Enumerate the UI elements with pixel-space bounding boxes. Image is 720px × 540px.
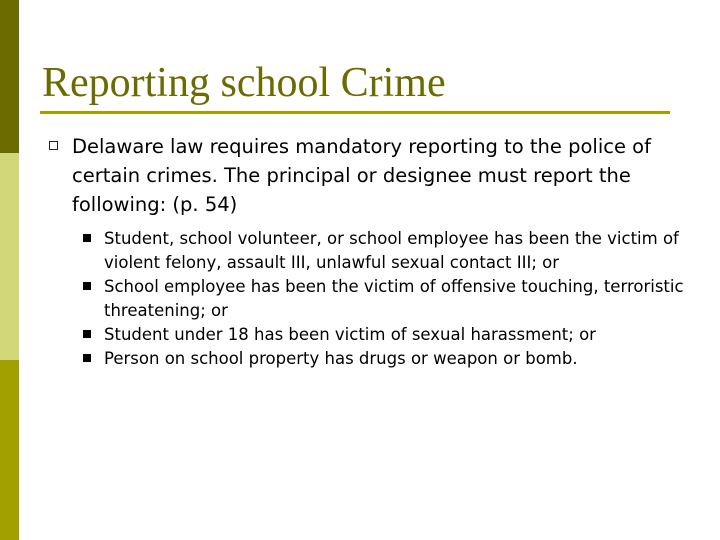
main-bullet: [46, 132, 696, 219]
sub-bullet-text: Student, school volunteer, or school employee has been the victim of violent felony, assault III, unlawful sexual contact III; or: [104, 229, 679, 272]
title-underline: [40, 111, 670, 114]
main-bullet-text: Delaware law requires mandatory reporting to the police of certain crimes. The principal or designee must report the following: (p. 54): [72, 135, 651, 216]
sub-bullet-text: School employee has been the victim of offensive touching, terroristic threatening; or: [104, 277, 684, 320]
sub-bullet-text: Student under 18 has been victim of sexual harassment; or: [104, 325, 596, 344]
sub-bullet-item: [80, 347, 696, 371]
slide-title: Reporting school Crime: [42, 60, 446, 106]
hollow-square-bullet-icon: [49, 141, 58, 150]
bullet-list: [46, 132, 696, 371]
sub-bullet-item: [80, 275, 696, 323]
sub-bullet-text: Person on school property has drugs or weapon or bomb.: [104, 349, 578, 368]
side-bar-dark-segment: [0, 0, 19, 153]
sub-bullet-list: [46, 227, 696, 371]
filled-square-bullet-icon: [83, 234, 91, 242]
side-bar-mid-segment: [0, 360, 19, 540]
side-accent-bar: [0, 0, 19, 540]
filled-square-bullet-icon: [83, 282, 91, 290]
side-bar-light-segment: [0, 153, 19, 360]
filled-square-bullet-icon: [83, 330, 91, 338]
sub-bullet-item: [80, 323, 696, 347]
sub-bullet-item: [80, 227, 696, 275]
filled-square-bullet-icon: [83, 354, 91, 362]
